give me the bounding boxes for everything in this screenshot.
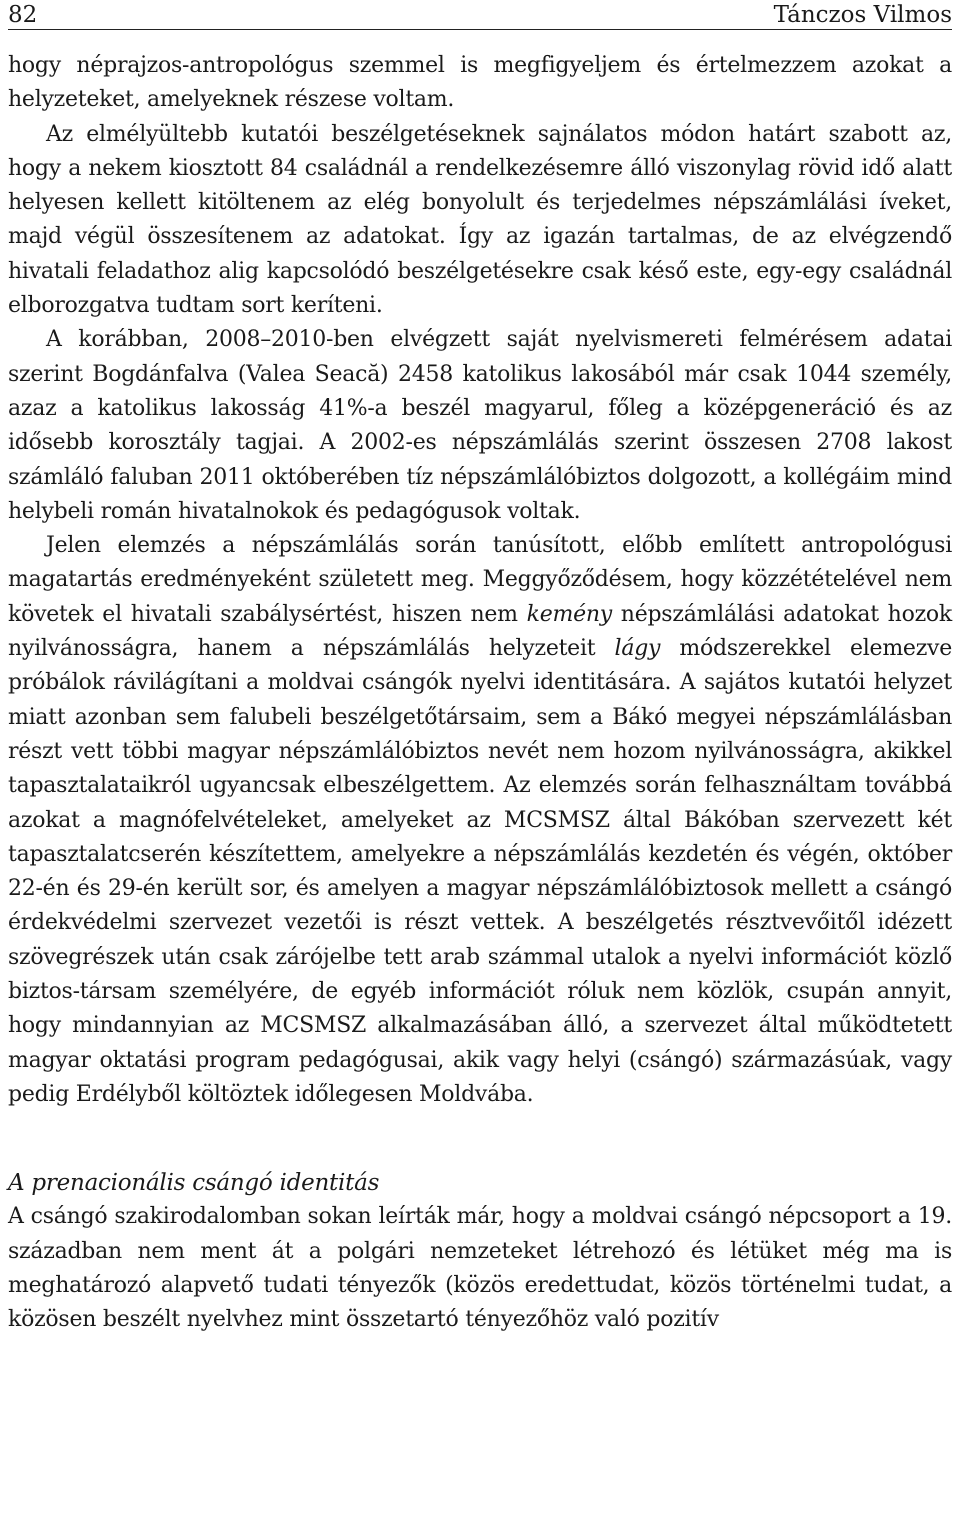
paragraph bbox=[8, 118, 952, 324]
italic-term: lágy bbox=[614, 636, 661, 662]
page-number: 82 bbox=[8, 2, 38, 28]
text-run: módszerekkel elemezve próbálok rávilágítani a moldvai csángók nyelvi identitására. A sajátos kutatói helyzet miatt azonban sem falubeli beszélgetőtársaim, sem a Bákó megyei népszámlálásban részt vett többi magyar népszámlálóbiztos nevét nem hozom nyilvánosságra, akikkel tapasztalataikról ugyancsak elbeszélgettem. Az elemzés során felhasználtam továbbá azokat a magnófelvételeket, amelyeket az MCSMSZ által Bákóban szervezett két tapasztalatcserén készítettem, amelyekre a népszámlálás kezdetén és végén, október 22-én és 29-én került sor, és amelyen a magyar népszámlálóbiztosok mellett a csángó érdekvédelmi szervezet vezetői is részt vettek. A beszélgetés résztvevőitől idézett szövegrészek után csak zárójelbe tett arab számmal utalok a nyelvi információt közlő biztos-társam személyére, de egyéb információt róluk nem közlök, csupán annyit, hogy mindannyian az MCSMSZ alkalmazásában álló, a szervezet által működtetett magyar oktatási program pedagógusai, akik vagy helyi (csángó) származásúak, vagy pedig Erdélyből költöztek időlegesen Moldvába. bbox=[8, 636, 952, 1107]
paragraph bbox=[8, 1200, 952, 1337]
text-run: Jelen elemzés a népszámlálás során tanúsított, előbb említett antropológusi magatartás eredményeként született meg. Meggyőződésem, hogy közzétételével nem követek el hivatali szabálysértést, hiszen nem bbox=[8, 533, 952, 627]
text-run: A csángó szakirodalomban sokan leírták már, hogy a moldvai csángó népcsoport a 19. században nem ment át a polgári nemzeteket létrehozó és létüket még ma is meghatározó alapvető tudati tényezők (közös eredettudat, közös történelmi tudat, a közösen beszélt nyelvhez mint összetartó tényezőhöz való pozitív bbox=[8, 1204, 952, 1333]
paragraph bbox=[8, 49, 952, 118]
section-heading: A prenacionális csángó identitás bbox=[8, 1170, 380, 1197]
running-author: Tánczos Vilmos bbox=[773, 2, 952, 28]
italic-term: kemény bbox=[526, 601, 612, 627]
text-run: népszámlálási adatokat hozok nyilvánosságra, hanem a népszámlálás helyzeteit bbox=[8, 601, 952, 662]
running-header bbox=[8, 0, 952, 30]
text-run: A korábban, 2008–2010-ben elvégzett saját nyelvismereti felmérésem adatai szerint Bogdánfalva (Valea Seacă) 2458 katolikus lakosából már csak 1044 személy, azaz a katolikus lakosság 41%-a beszél magyarul, főleg a középgeneráció és az idősebb korosztály tagjai. A 2002-es népszámlálás szerint összesen 2708 lakost számláló faluban 2011 októberében tíz népszámlálóbiztos dolgozott, a kollégáim mind helybeli román hivatalnokok és pedagógusok voltak. bbox=[8, 327, 952, 524]
document-page bbox=[8, 0, 952, 1337]
text-run: Az elmélyültebb kutatói beszélgetéseknek sajnálatos módon határt szabott az, hogy a nekem kiosztott 84 családnál a rendelkezésemre álló viszonylag rövid idő alatt helyesen kellett kitöltenem az elég bonyolult és terjedelmes népszámlálási íveket, majd végül összesítenem az adatokat. Így az igazán tartalmas, de az elvégzendő hivatali feladathoz alig kapcsolódó beszélgetésekre csak késő este, egy-egy családnál elborozgatva tudtam sort keríteni. bbox=[8, 121, 952, 319]
paragraph bbox=[8, 323, 952, 529]
paragraph bbox=[8, 529, 952, 1112]
body-text bbox=[8, 49, 952, 1337]
text-run: hogy néprajzos-antropológus szemmel is megfigyeljem és értelmezzem azokat a helyzeteket, amelyeknek részese voltam. bbox=[8, 53, 952, 113]
